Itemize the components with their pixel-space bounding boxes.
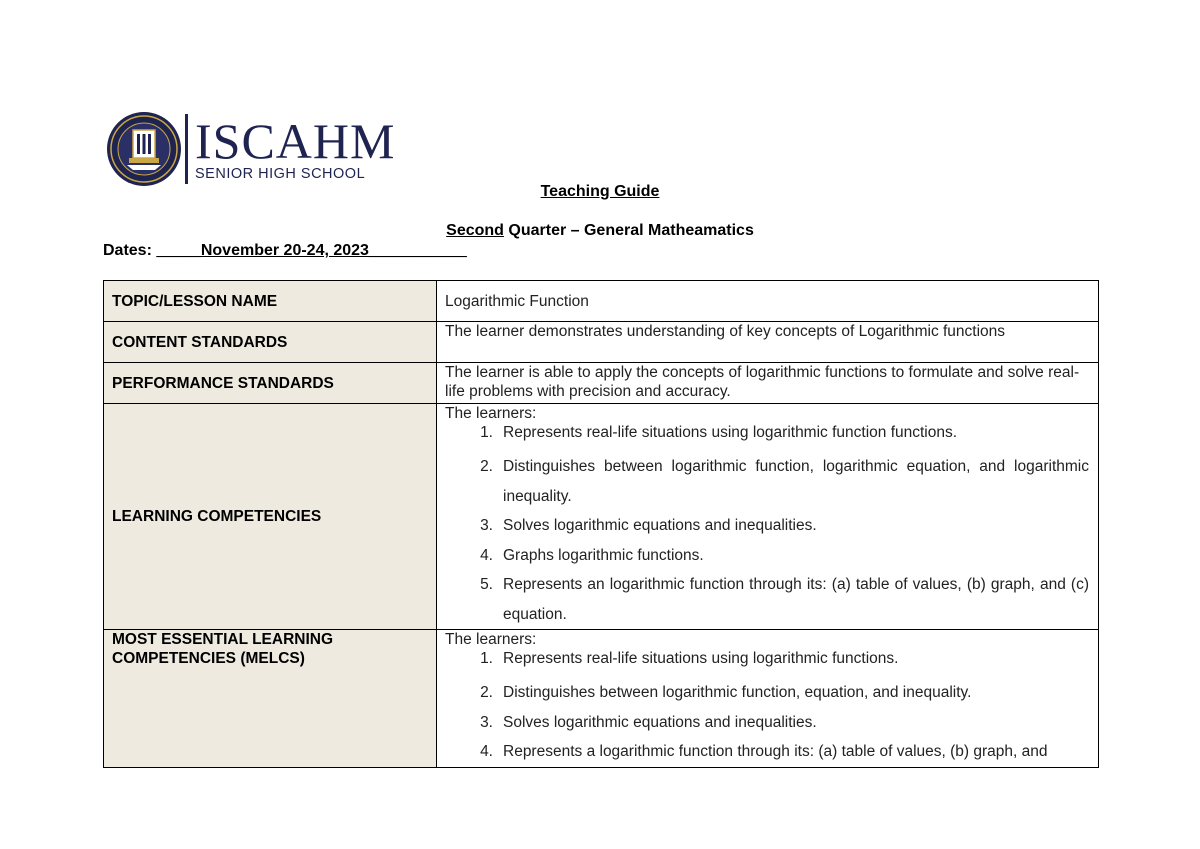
school-seal-icon <box>105 110 183 188</box>
table-row <box>104 363 1099 404</box>
list-item: 1. Represents real-life situations using logarithmic functions. <box>480 650 899 667</box>
logo-divider <box>185 114 188 184</box>
table-row <box>104 281 1099 322</box>
list-lead: The learners: <box>445 405 537 422</box>
list-item: 4. Graphs logarithmic functions. <box>480 546 704 564</box>
table-row <box>104 630 1099 768</box>
logo-wordmark: ISCAHM <box>195 113 396 169</box>
quarter-heading: Second Quarter – General Matheamatics <box>446 222 754 239</box>
logo-subtitle: SENIOR HIGH SCHOOL <box>195 166 366 182</box>
melcs-list <box>445 649 1089 767</box>
table-row <box>104 404 1099 630</box>
competency-list <box>445 423 1089 629</box>
list-item: 4. Represents a logarithmic function through its: (a) table of values, (b) graph, and <box>480 743 1048 760</box>
row-label: PERFORMANCE STANDARDS <box>104 363 437 404</box>
row-value: The learner demonstrates understanding of key concepts of Logarithmic functions <box>437 322 1099 363</box>
dates-line: Dates: _____November 20-24, 2023___________ <box>103 242 467 259</box>
row-value <box>437 630 1099 768</box>
row-value: Logarithmic Function <box>437 281 1099 322</box>
teaching-guide-table <box>103 280 1099 768</box>
row-label: LEARNING COMPETENCIES <box>104 404 437 630</box>
list-item: 2. Distinguishes between logarithmic function, equation, and inequality. <box>480 684 972 701</box>
list-item: 5. Represents an logarithmic function through its: (a) table of values, (b) graph, and (c) equation. <box>480 576 1089 623</box>
school-logo <box>105 110 396 188</box>
row-label: MOST ESSENTIAL LEARNING COMPETENCIES (MELCS) <box>104 630 437 768</box>
document-title: Teaching Guide <box>540 183 660 200</box>
row-label: CONTENT STANDARDS <box>104 322 437 363</box>
list-item: 1. Represents real-life situations using logarithmic function functions. <box>480 424 958 441</box>
list-item: 3. Solves logarithmic equations and inequalities. <box>480 517 817 534</box>
list-lead: The learners: <box>445 631 537 648</box>
row-label: TOPIC/LESSON NAME <box>104 281 437 322</box>
list-item: 2. Distinguishes between logarithmic function, logarithmic equation, and logarithmic inequality. <box>480 458 1089 505</box>
table-row <box>104 322 1099 363</box>
row-value <box>437 404 1099 630</box>
list-item: 3. Solves logarithmic equations and inequalities. <box>480 713 817 731</box>
row-value: The learner is able to apply the concepts of logarithmic functions to formulate and solve real-life problems with precision and accuracy. <box>437 363 1099 404</box>
